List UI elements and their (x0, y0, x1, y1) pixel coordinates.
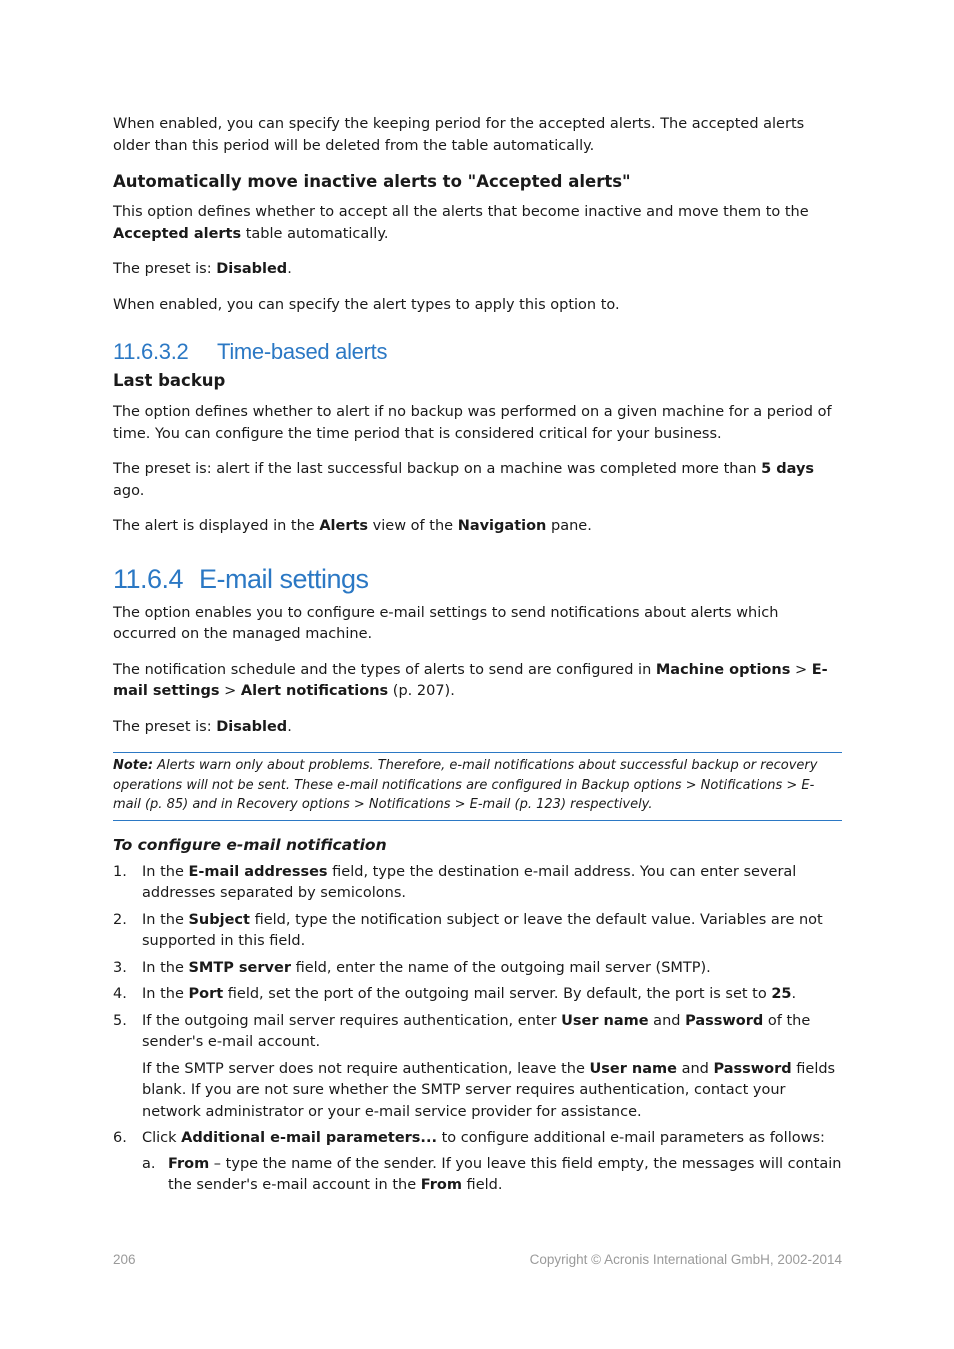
email-description: The option enables you to configure e-mail settings to send notifications about alerts which occurred on the managed machine. (113, 604, 779, 642)
last-backup-preset: The preset is: alert if the last successful backup on a machine was completed more than 5 days ago. (113, 461, 815, 499)
auto-move-heading: Automatically move inactive alerts to "Accepted alerts" (113, 172, 631, 191)
step-1: 1. In the E-mail addresses field, type the destination e-mail address. You can enter several addresses separated by semicolons. (113, 863, 797, 901)
auto-move-preset: The preset is: Disabled. (113, 261, 292, 277)
step-4: 4. In the Port field, set the port of the outgoing mail server. By default, the port is set to 25. (113, 986, 797, 1002)
email-schedule-paragraph: The notification schedule and the types of alerts to send are configured in Machine options > E-mail settings > Alert notifications (p. 207). (113, 661, 828, 699)
page-footer (113, 1252, 842, 1267)
last-backup-heading: Last backup (113, 371, 226, 390)
email-preset: The preset is: Disabled. (113, 718, 292, 735)
intro-paragraph: When enabled, you can specify the keeping period for the accepted alerts. The accepted alerts older than this period will be deleted from the table automatically. (113, 116, 805, 154)
step-5-detail: If the SMTP server does not require authentication, leave the User name and Password fields blank. If you are not sure whether the SMTP server requires authentication, contact your network administrator or your e-mail service provider for assistance. (142, 1060, 836, 1120)
copyright-text: Copyright © Acronis International GmbH, 2002-2014 (529, 1252, 842, 1267)
step-5: 5. If the outgoing mail server requires authentication, enter User name and Password of the sender's e-mail account. If the SMTP server does not require authentication, leave the User name and Password fields blank. If you are not sure whether the SMTP server requires authentication, contact your network administrator or your e-mail service provider for assistance. (113, 1011, 842, 1124)
note-box (113, 752, 842, 821)
page-number: 206 (113, 1252, 136, 1267)
step-2: 2. In the Subject field, type the notification subject or leave the default value. Variables are not supported in this field. (113, 911, 823, 949)
note-label: Note: (113, 758, 154, 773)
step-3: 3. In the SMTP server field, enter the name of the outgoing mail server (SMTP). (113, 959, 711, 976)
procedure-title: To configure e-mail notification (113, 835, 387, 854)
auto-move-description: This option defines whether to accept all the alerts that become inactive and move them to the Accepted alerts table automatically. (113, 204, 809, 242)
email-settings-heading: 11.6.4 E-mail settings (113, 563, 369, 594)
last-backup-description: The option defines whether to alert if no backup was performed on a given machine for a period of time. You can configure the time period that is considered critical for your business. (113, 404, 832, 442)
note-text: Alerts warn only about problems. Therefore, e-mail notifications about successful backup or recovery operations will not be sent. These e-mail notifications are configured in Backup options > Notifications > E-mail (p. 85) and in Recovery options > Notifications > E-mail (p. 123) respectively. (113, 758, 818, 812)
step-6: 6. Click Additional e-mail parameters... to configure additional e-mail parameters as follows: a. From – type the name of the sender. If you leave this field empty, the messages will contain the sender's e-mail account in the From field. (113, 1128, 842, 1197)
procedure-steps (113, 862, 842, 1197)
step-6a: a. From – type the name of the sender. If you leave this field empty, the messages will contain the sender's e-mail account in the From field. (142, 1155, 842, 1193)
last-backup-display: The alert is displayed in the Alerts view of the Navigation pane. (113, 518, 592, 534)
auto-move-enabled-note: When enabled, you can specify the alert types to apply this option to. (113, 296, 620, 313)
time-based-alerts-heading: 11.6.3.2 Time-based alerts (113, 339, 388, 364)
page-content (113, 114, 842, 1202)
